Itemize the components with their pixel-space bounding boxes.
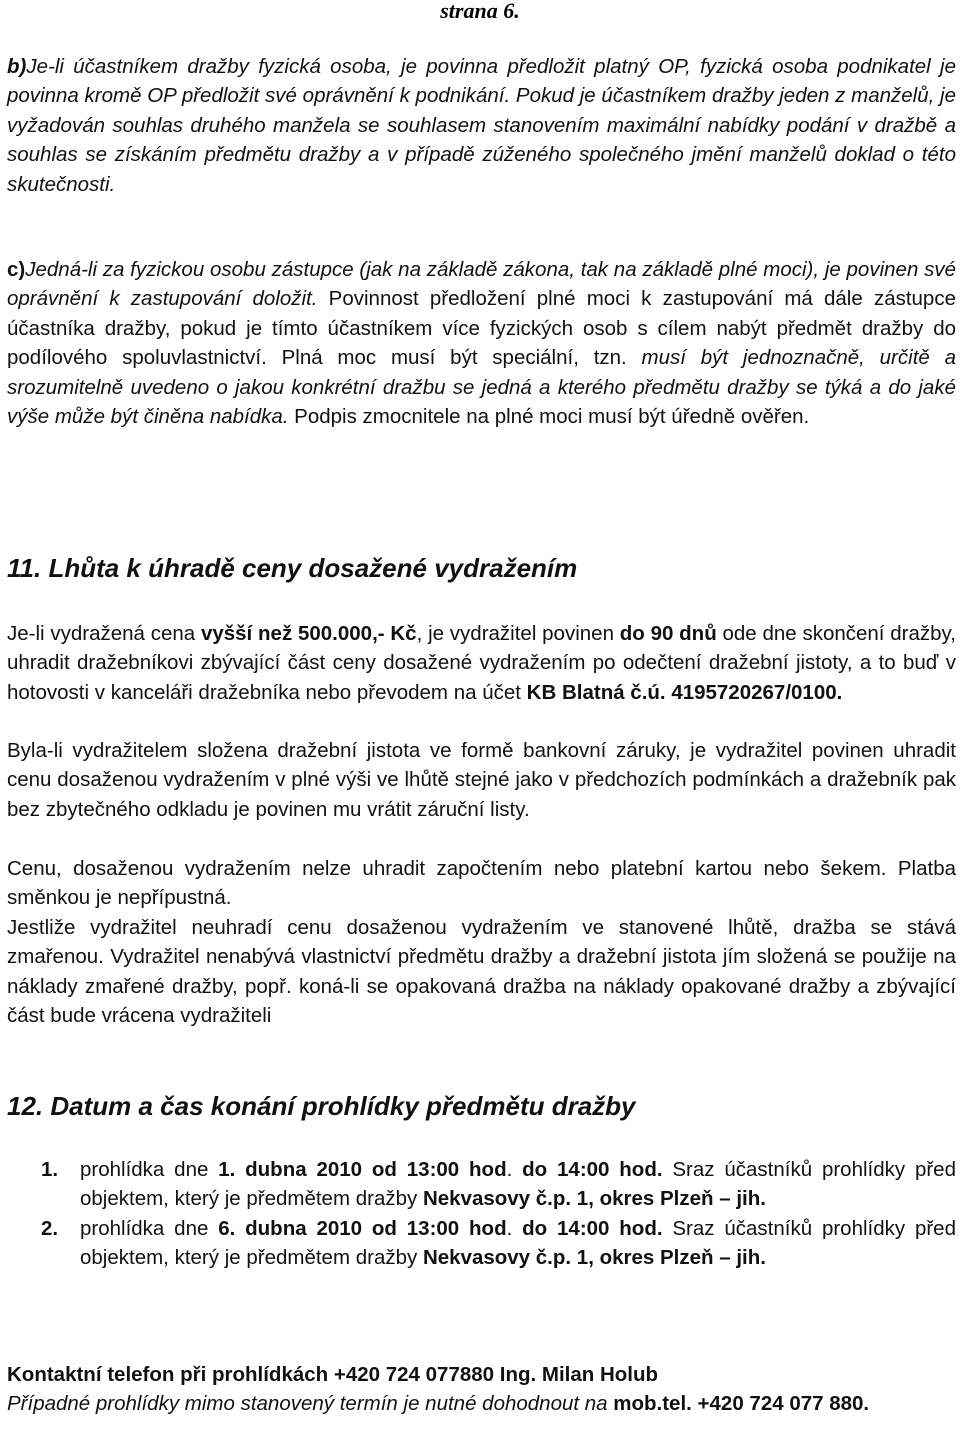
visit-text: .	[506, 1216, 523, 1240]
section-b-paragraph	[7, 52, 956, 199]
visit-list	[7, 1155, 956, 1273]
section-11-paragraph-2: Byla-li vydražitelem složena dražební jistota ve formě bankovní záruky, je vydražitel povinen uhradit cenu dosaženou vydražením v plné výši ve lhůtě stejné jako v předchozích podmínkách a dražebník pak bez zbytečného odkladu je povinen mu vrátit záruční listy.	[7, 739, 956, 821]
section-11-paragraph-4: Jestliže vydražitel neuhradí cenu dosaženou vydražením ve stanovené lhůtě, dražba se stává zmařenou. Vydražitel nenabývá vlastnictví předmětu dražby a dražební jistota jím složená se použije na náklady zmařené dražby, popř. koná-li se opakovaná dražba na náklady opakované dražby a zbývající část bude vrácena vydražiteli	[7, 916, 956, 1028]
section-c-label: c)	[7, 258, 26, 281]
visit-number: 2.	[41, 1216, 59, 1240]
visit-number: 1.	[41, 1158, 59, 1181]
visit-date: 6. dubna 2010 od 13:00 hod	[218, 1216, 507, 1240]
visit-text: prohlídka dne	[80, 1216, 219, 1240]
s11-p1-e: ode dne skončení dražby, uhradit dražebníkovi zbývající část ceny dosažené vydražením po odečtení dražební jistoty, a to buď v hotovosti v kanceláři dražebníka nebo převodem na účet	[7, 622, 956, 704]
s11-p1-a: Je-li vydražená cena	[7, 622, 201, 645]
s11-p1-d: do 90 dnů	[619, 622, 717, 645]
section-b-label: b)	[7, 55, 27, 78]
visit-date: 1. dubna 2010 od 13:00 hod	[218, 1158, 507, 1181]
section-11-paragraph-1	[7, 619, 956, 707]
contact-note: Případné prohlídky mimo stanovený termín je nutné dohodnout na	[7, 1392, 614, 1416]
visit-place: Nekvasovy č.p. 1, okres Plzeň – jih.	[422, 1187, 766, 1211]
section-b-text: Je-li účastníkem dražby fyzická osoba, je povinna předložit platný OP, fyzická osoba podnikatel je povinna kromě OP předložit své oprávnění k podnikání. Pokud je účastníkem dražby jeden z manželů, je vyžadován souhlas druhého manžela se souhlasem stanovením maximální nabídky podání v dražbě a souhlas se získáním předmětu dražby a v případě zúženého společného jmění manželů doklad o této skutečnosti.	[7, 55, 956, 196]
visit-text: prohlídka dne	[80, 1158, 219, 1181]
visit-time: do 14:00 hod.	[522, 1158, 663, 1181]
heading-section-11: 11. Lhůta k úhradě ceny dosažené vydražením	[7, 553, 578, 583]
visit-time: do 14:00 hod.	[522, 1216, 663, 1240]
contact-mobile: mob.tel. +420 724 077 880.	[613, 1392, 870, 1416]
visit-text: Sraz účastníků prohlídky před objektem, který je předmětem dražby	[80, 1216, 956, 1270]
visit-place: Nekvasovy č.p. 1, okres Plzeň – jih.	[422, 1246, 766, 1270]
contact-phone-line: Kontaktní telefon při prohlídkách +420 724 077880 Ing. Milan Holub	[7, 1363, 659, 1386]
s11-p1-f: KB Blatná č.ú. 4195720267/0100.	[526, 680, 843, 704]
page-number: strana 6.	[440, 0, 520, 23]
section-c-text-4: Podpis zmocnitele na plné moci musí být úředně ověřen.	[288, 405, 810, 429]
section-c-text-2: Povinnost předložení plné moci k zastupování má dále zástupce účastníka dražby, pokud je tímto účastníkem více fyzických osob s cílem nabýt předmět dražby do podílového spoluvlastnictví. Plná moc musí být speciální, tzn.	[7, 287, 956, 370]
s11-p1-b: vyšší než 500.000,- Kč	[200, 622, 417, 645]
list-item-visit-1	[7, 1155, 956, 1214]
contact-paragraph	[7, 1360, 956, 1419]
section-11-paragraph-3: Cenu, dosaženou vydražením nelze uhradit započtením nebo platební kartou nebo šekem. Platba směnkou je nepřípustná.	[7, 857, 956, 910]
section-c-text-3: musí být jednoznačně, určitě a srozumitelně uvedeno o jakou konkrétní dražbu se jedná a kterého předmětu dražby se týká a do jaké výše může být činěna nabídka.	[7, 346, 956, 429]
section-c-paragraph	[7, 255, 956, 431]
visit-text: .	[506, 1158, 523, 1181]
s11-p1-c: , je vydražitel povinen	[416, 622, 620, 645]
visit-text: Sraz účastníků prohlídky před objektem, který je předmětem dražby	[80, 1158, 956, 1211]
section-c-text-1: Jedná-li za fyzickou osobu zástupce (jak na základě zákona, tak na základě plné moci), je povinen své oprávnění k zastupování doložit.	[7, 258, 956, 311]
list-item-visit-2	[7, 1214, 956, 1273]
heading-section-12: 12. Datum a čas konání prohlídky předmětu dražby	[7, 1091, 636, 1121]
